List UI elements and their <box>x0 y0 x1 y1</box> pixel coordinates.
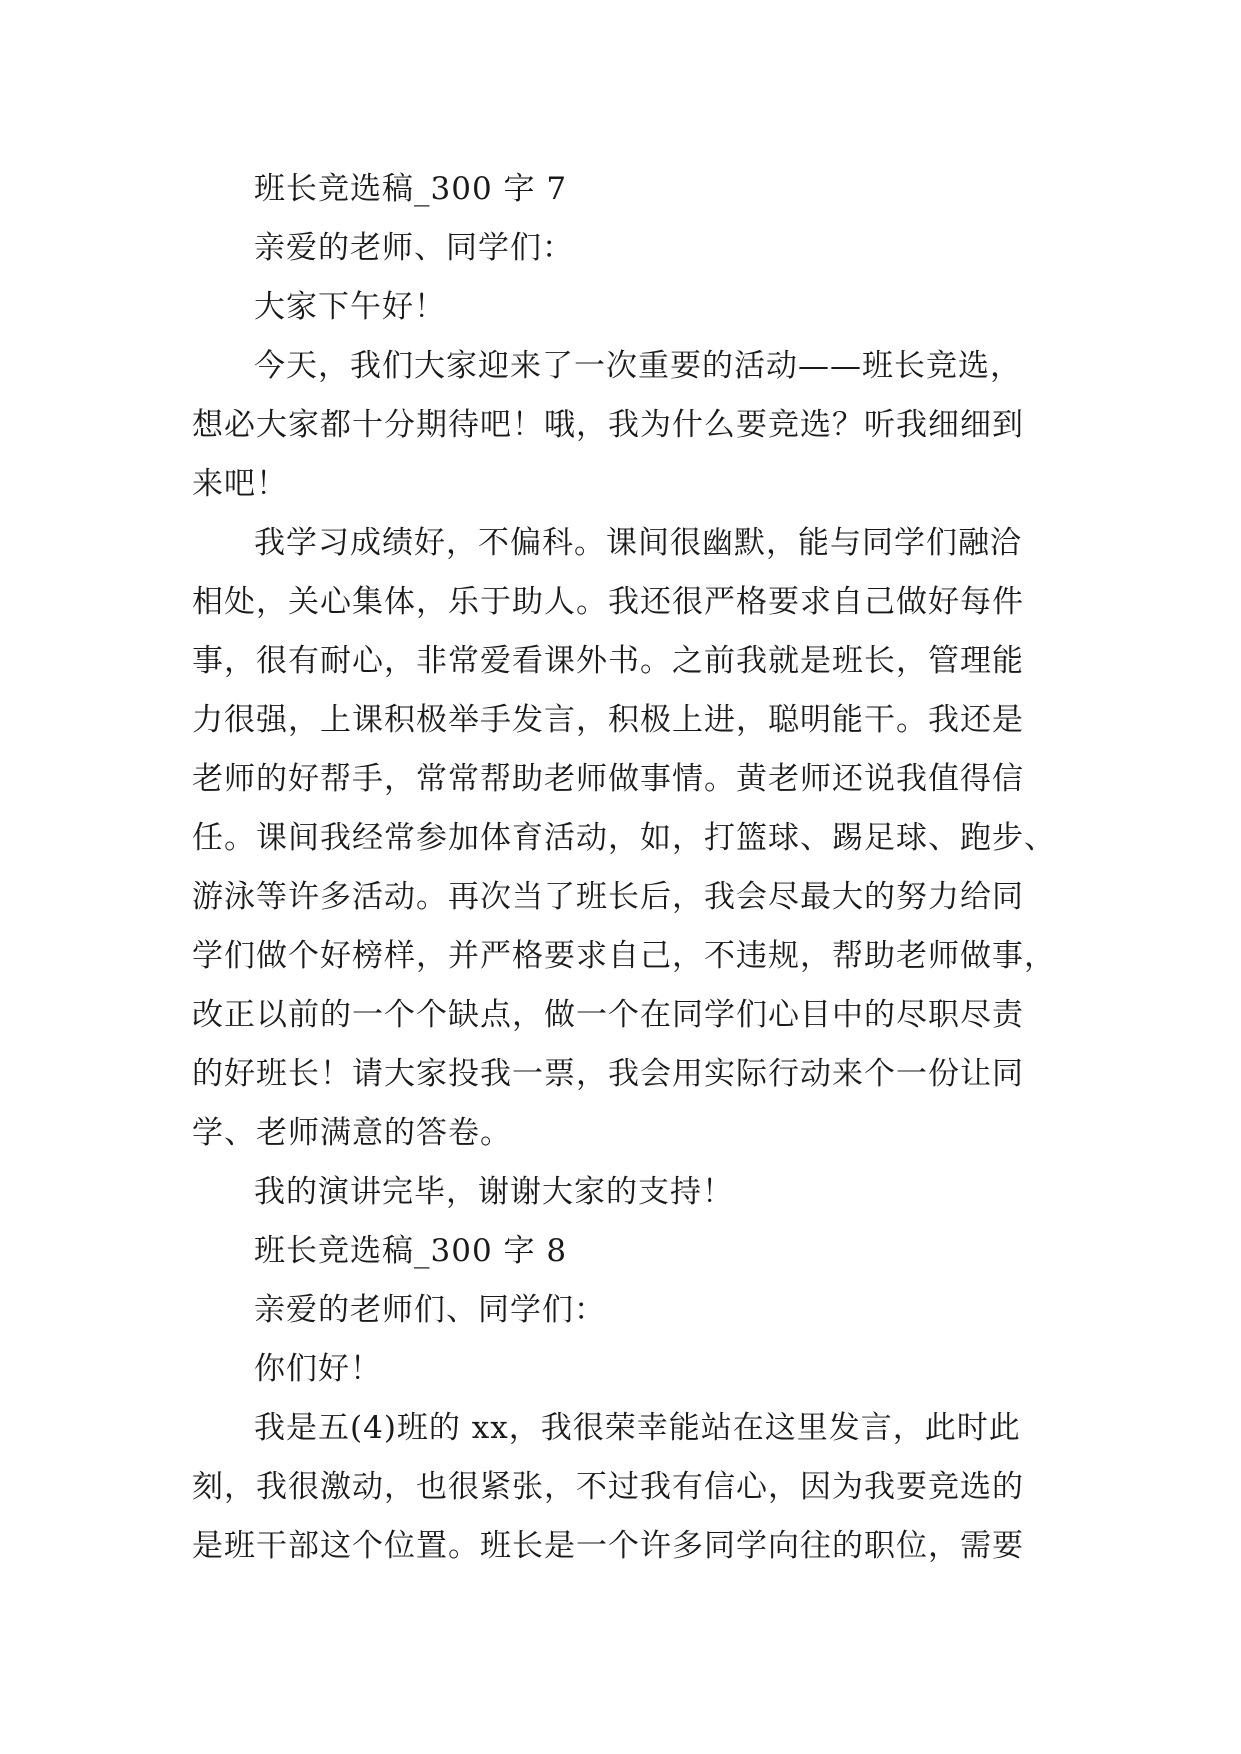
document-page <box>192 160 1056 1576</box>
paragraph-line: 我是五(4)班的 xx，我很荣幸能站在这里发言，此时此 <box>254 1410 1021 1446</box>
paragraph-line: 刻，我很激动，也很紧张，不过我有信心，因为我要竞选的 <box>192 1469 1024 1505</box>
paragraph-line: 想必大家都十分期待吧！哦，我为什么要竞选？听我细细到 <box>192 407 1024 443</box>
paragraph-line: 是班干部这个位置。班长是一个许多同学向往的职位，需要 <box>192 1528 1024 1564</box>
greeting: 你们好！ <box>254 1351 382 1387</box>
paragraph-line: 我学习成绩好，不偏科。课间很幽默，能与同学们融洽 <box>254 525 1022 561</box>
paragraph-line: 改正以前的一个个缺点，做一个在同学们心目中的尽职尽责 <box>192 997 1024 1033</box>
salutation: 亲爱的老师、同学们： <box>254 230 574 266</box>
paragraph-line: 学、老师满意的答卷。 <box>192 1115 512 1151</box>
paragraph-line: 来吧！ <box>192 466 288 502</box>
paragraph-line: 今天，我们大家迎来了一次重要的活动——班长竞选， <box>254 348 1022 384</box>
paragraph-line: 任。课间我经常参加体育活动，如，打篮球、踢足球、跑步、 <box>192 820 1056 856</box>
section-title-8: 班长竞选稿_300 字 8 <box>254 1233 568 1269</box>
section-title-7: 班长竞选稿_300 字 7 <box>254 171 568 207</box>
paragraph-line: 学们做个好榜样，并严格要求自己，不违规，帮助老师做事， <box>192 938 1056 974</box>
paragraph-line: 力很强，上课积极举手发言，积极上进，聪明能干。我还是 <box>192 702 1024 738</box>
paragraph-line: 相处，关心集体，乐于助人。我还很严格要求自己做好每件 <box>192 584 1024 620</box>
paragraph-line: 老师的好帮手，常常帮助老师做事情。黄老师还说我值得信 <box>192 761 1024 797</box>
salutation: 亲爱的老师们、同学们： <box>254 1292 606 1328</box>
paragraph-line: 游泳等许多活动。再次当了班长后，我会尽最大的努力给同 <box>192 879 1024 915</box>
closing-line: 我的演讲完毕，谢谢大家的支持！ <box>254 1174 734 1210</box>
paragraph-line: 事，很有耐心，非常爱看课外书。之前我就是班长，管理能 <box>192 643 1024 679</box>
greeting: 大家下午好！ <box>254 289 446 325</box>
paragraph-line: 的好班长！请大家投我一票，我会用实际行动来个一份让同 <box>192 1056 1024 1092</box>
